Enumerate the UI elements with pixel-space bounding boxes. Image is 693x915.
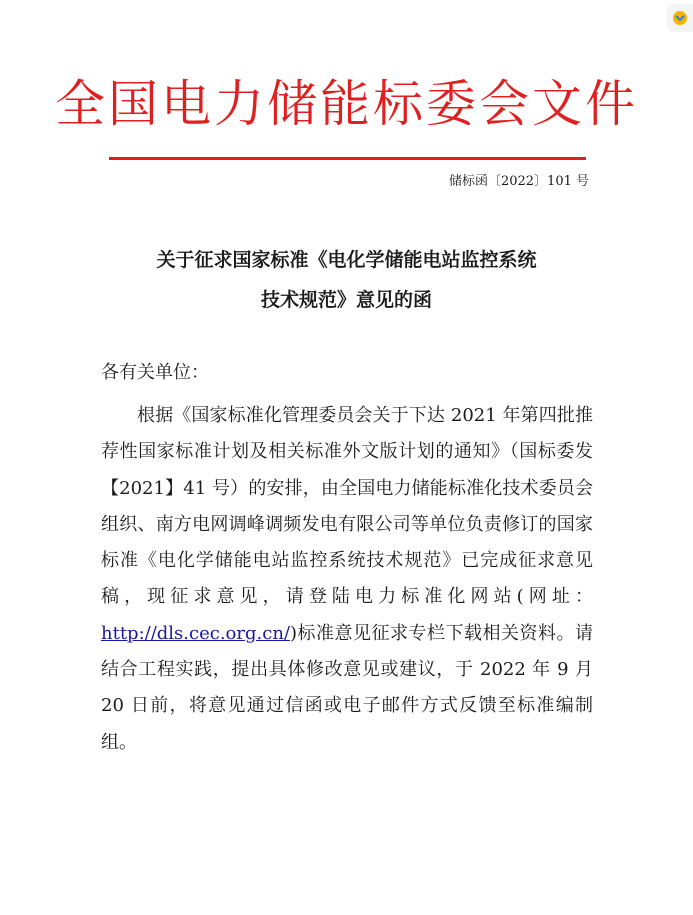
document-title: [0, 240, 693, 320]
body-text-before-link: 根据《国家标准化管理委员会关于下达 2021 年第四批推荐性国家标准计划及相关标准外文版计划的通知》（国标委发【2021】41 号）的安排，由全国电力储能标准化技术委员会组织、南方电网调峰调频发电有限公司等单位负责修订的国家标准《电化学储能电站监控系统技术规范》已完成征求意见稿，现征求意见，请登陆电力标准化网站(网址：: [101, 405, 593, 608]
document-title-line-1: 关于征求国家标准《电化学储能电站监控系统: [156, 249, 537, 271]
letter-body: [101, 398, 593, 761]
corner-app-widget[interactable]: [667, 4, 693, 32]
org-masthead-title: 全国电力储能标委会文件: [55, 75, 638, 133]
salutation: 各有关单位：: [101, 362, 209, 383]
standards-website-link[interactable]: http://dls.cec.org.cn/: [101, 622, 290, 644]
app-logo-icon: [672, 10, 688, 26]
document-title-line-2: 技术规范》意见的函: [260, 289, 432, 311]
document-number: 储标函〔2022〕101 号: [448, 174, 589, 189]
body-text-after-link: )标准意见征求专栏下载相关资料。请结合工程实践，提出具体修改意见或建议，于 2022 年 9 月 20 日前，将意见通过信函或电子邮件方式反馈至标准编制组。: [101, 622, 593, 753]
masthead-divider: [109, 157, 586, 160]
